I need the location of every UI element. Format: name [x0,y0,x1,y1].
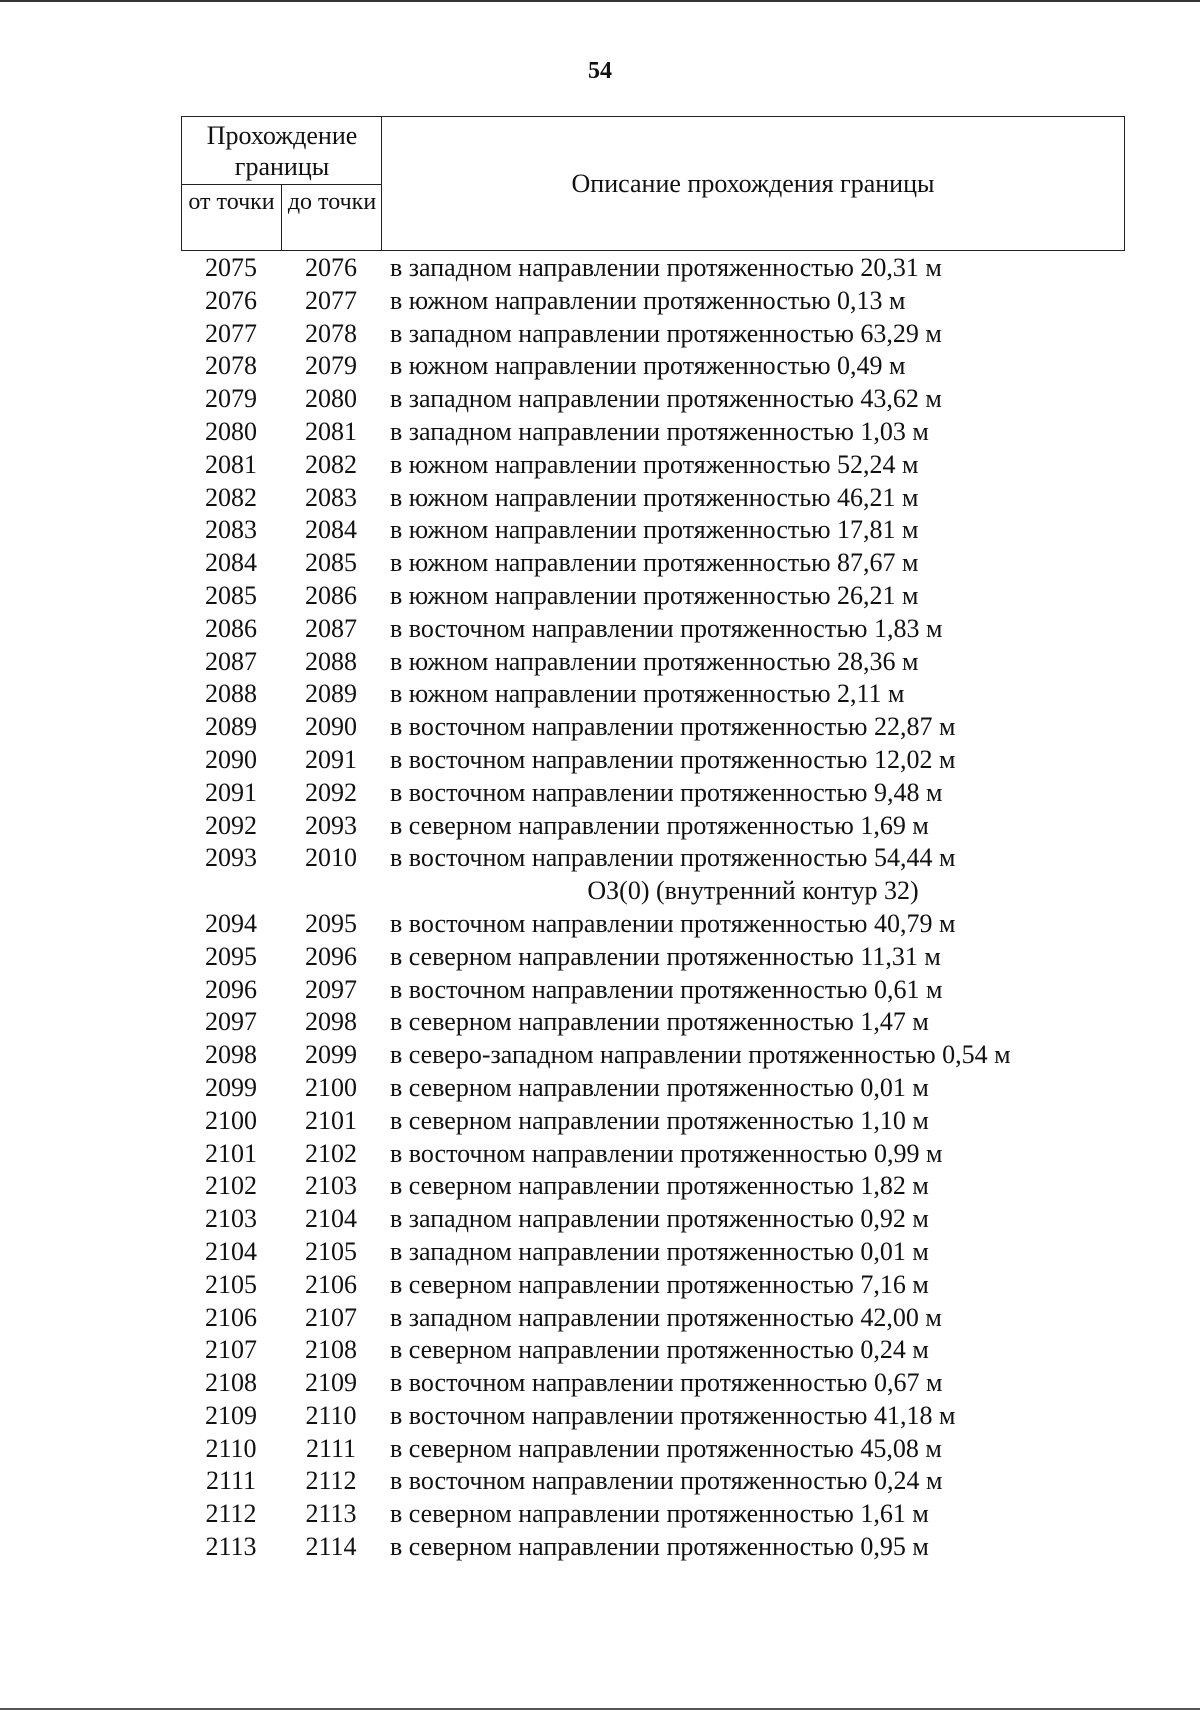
to-point-cell: 2080 [305,384,357,414]
description-cell: в западном направлении протяженностью 42,00 м [390,1302,942,1332]
to-point-cell: 2088 [305,646,357,676]
description-cell: в восточном направлении протяженностью 12,02 м [390,744,956,774]
table-row [0,678,1200,711]
to-point-cell: 2108 [305,1335,357,1365]
from-point-cell: 2090 [205,744,257,774]
to-point-cell: 2101 [305,1105,357,1135]
description-cell: в восточном направлении протяженностью 9,48 м [390,777,943,807]
from-point-cell: 2104 [205,1236,257,1266]
to-point-cell: 2100 [305,1072,357,1102]
table-row [0,1498,1200,1531]
to-point-cell: 2078 [305,318,357,348]
table-row [0,1465,1200,1498]
description-cell: в восточном направлении протяженностью 1,83 м [390,613,943,643]
to-point-cell: 2090 [305,712,357,742]
description-cell: в восточном направлении протяженностью 0,99 м [390,1138,943,1168]
table-row [0,744,1200,777]
table-row [0,383,1200,416]
to-point-cell: 2105 [305,1236,357,1266]
page-number: 54 [588,58,612,84]
description-cell: в южном направлении протяженностью 0,13 м [390,285,906,315]
header-from-point: от точки [182,185,282,251]
table-row [0,350,1200,383]
description-cell: в восточном направлении протяженностью 0,61 м [390,974,943,1004]
table-row [0,1367,1200,1400]
to-point-cell: 2079 [305,351,357,381]
header-description: Описание прохождения границы [571,168,935,198]
scan-edge-bottom [0,1708,1200,1710]
from-point-cell: 2088 [205,679,257,709]
to-point-cell: 2087 [305,613,357,643]
table-row [0,580,1200,613]
description-cell: в западном направлении протяженностью 20,31 м [390,253,942,282]
from-point-cell: 2106 [205,1302,257,1332]
to-point-cell: 2096 [305,941,357,971]
description-cell: в северном направлении протяженностью 11,31 м [390,941,941,971]
section-heading: ОЗ(0) (внутренний контур 32) [587,876,919,906]
from-point-cell: 2111 [205,1466,257,1496]
description-cell: в восточном направлении протяженностью 22,87 м [390,712,956,742]
description-cell: в южном направлении протяженностью 28,36 м [390,646,919,676]
table-row [0,252,1200,285]
description-cell: в северном направлении протяженностью 1,61 м [390,1499,929,1529]
table-body [0,252,1200,1564]
to-point-cell: 2102 [305,1138,357,1168]
description-cell: в южном направлении протяженностью 87,67 м [390,548,919,578]
from-point-cell: 2083 [205,515,257,545]
from-point-cell: 2107 [205,1335,257,1365]
description-cell: в западном направлении протяженностью 63,29 м [390,318,942,348]
from-point-cell: 2085 [205,580,257,610]
to-point-cell: 2113 [305,1499,357,1529]
from-point-cell: 2077 [205,318,257,348]
description-cell: в северном направлении протяженностью 1,47 м [390,1007,929,1037]
table-row [0,1105,1200,1138]
table-row [0,842,1200,875]
to-point-cell: 2086 [305,580,357,610]
table-row [0,285,1200,318]
to-point-cell: 2093 [305,810,357,840]
table-row [0,1302,1200,1335]
from-point-cell: 2079 [205,384,257,414]
from-point-cell: 2089 [205,712,257,742]
from-point-cell: 2100 [205,1105,257,1135]
from-point-cell: 2110 [205,1433,257,1463]
table-row [0,449,1200,482]
header-to-point: до точки [287,189,377,215]
to-point-cell: 2077 [305,285,357,315]
section-heading-row [0,875,1200,908]
description-cell: в северном направлении протяженностью 0,24 м [390,1335,929,1365]
to-point-cell: 2095 [305,908,357,938]
description-cell: в южном направлении протяженностью 0,49 м [390,351,906,381]
to-point-cell: 2099 [305,1040,357,1070]
table-row [0,547,1200,580]
from-point-cell: 2096 [205,974,257,1004]
from-point-cell: 2075 [205,253,257,282]
from-point-cell: 2109 [205,1400,257,1430]
to-point-cell: 2085 [305,548,357,578]
from-point-cell: 2094 [205,908,257,938]
table-row [0,1334,1200,1367]
to-point-cell: 2010 [305,843,357,873]
table-row [0,810,1200,843]
from-point-cell: 2105 [205,1269,257,1299]
description-cell: в северо-западном направлении протяженностью 0,54 м [390,1040,1011,1070]
description-cell: в восточном направлении протяженностью 54,44 м [390,843,956,873]
table-row [0,1170,1200,1203]
to-point-cell: 2110 [305,1400,357,1430]
table-row [0,777,1200,810]
to-point-cell: 2111 [305,1433,357,1463]
from-point-cell: 2102 [205,1171,257,1201]
to-point-cell: 2083 [305,482,357,512]
to-point-cell: 2076 [305,253,357,282]
from-point-cell: 2108 [205,1368,257,1398]
table-row [0,1400,1200,1433]
table-row [0,416,1200,449]
to-point-cell: 2091 [305,744,357,774]
description-cell: в южном направлении протяженностью 52,24 м [390,449,919,479]
description-cell: в северном направлении протяженностью 1,82 м [390,1171,929,1201]
description-cell: в западном направлении протяженностью 0,01 м [390,1236,929,1266]
table-row [0,711,1200,744]
table-row [0,1203,1200,1236]
description-cell: в восточном направлении протяженностью 40,79 м [390,908,956,938]
from-point-cell: 2087 [205,646,257,676]
description-cell: в северном направлении протяженностью 0,01 м [390,1072,929,1102]
description-cell: в северном направлении протяженностью 0,95 м [390,1532,929,1562]
to-point-cell: 2098 [305,1007,357,1037]
description-cell: в западном направлении протяженностью 1,03 м [390,416,929,446]
from-point-cell: 2091 [205,777,257,807]
description-cell: в северном направлении протяженностью 1,10 м [390,1105,929,1135]
table-row [0,908,1200,941]
to-point-cell: 2106 [305,1269,357,1299]
description-cell: в западном направлении протяженностью 0,92 м [390,1204,929,1234]
table-row [0,318,1200,351]
description-cell: в южном направлении протяженностью 17,81 м [390,515,919,545]
from-point-cell: 2081 [205,449,257,479]
from-point-cell: 2084 [205,548,257,578]
to-point-cell: 2082 [305,449,357,479]
table-row [0,1433,1200,1466]
table-row [0,482,1200,515]
to-point-cell: 2109 [305,1368,357,1398]
from-point-cell: 2097 [205,1007,257,1037]
table-row [0,1269,1200,1302]
to-point-cell: 2103 [305,1171,357,1201]
description-cell: в северном направлении протяженностью 1,69 м [390,810,929,840]
description-cell: в южном направлении протяженностью 46,21 м [390,482,919,512]
to-point-cell: 2084 [305,515,357,545]
from-point-cell: 2099 [205,1072,257,1102]
to-point-cell: 2089 [305,679,357,709]
description-cell: в восточном направлении протяженностью 41,18 м [390,1400,956,1430]
table-row [0,941,1200,974]
table-row [0,1531,1200,1564]
description-cell: в северном направлении протяженностью 7,16 м [390,1269,929,1299]
from-point-cell: 2103 [205,1204,257,1234]
to-point-cell: 2097 [305,974,357,1004]
table-row [0,646,1200,679]
to-point-cell: 2092 [305,777,357,807]
table-header [181,116,1125,251]
to-point-cell: 2114 [305,1532,357,1562]
description-cell: в восточном направлении протяженностью 0,67 м [390,1368,943,1398]
from-point-cell: 2113 [205,1532,257,1562]
from-point-cell: 2082 [205,482,257,512]
table-row [0,514,1200,547]
description-cell: в восточном направлении протяженностью 0,24 м [390,1466,943,1496]
table-row [0,1006,1200,1039]
from-point-cell: 2092 [205,810,257,840]
table-row [0,1072,1200,1105]
from-point-cell: 2086 [205,613,257,643]
description-cell: в южном направлении протяженностью 2,11 м [390,679,905,709]
from-point-cell: 2078 [205,351,257,381]
table-row [0,1236,1200,1269]
header-passage-label: Прохождение границы [182,117,382,185]
to-point-cell: 2081 [305,416,357,446]
scan-edge-top [0,0,1200,2]
to-point-cell: 2104 [305,1204,357,1234]
from-point-cell: 2093 [205,843,257,873]
description-cell: в западном направлении протяженностью 43,62 м [390,384,942,414]
table-row [0,1138,1200,1171]
from-point-cell: 2112 [205,1499,257,1529]
description-cell: в северном направлении протяженностью 45,08 м [390,1433,942,1463]
from-point-cell: 2076 [205,285,257,315]
to-point-cell: 2112 [305,1466,357,1496]
table-row [0,1039,1200,1072]
table-row [0,613,1200,646]
from-point-cell: 2080 [205,416,257,446]
description-cell: в южном направлении протяженностью 26,21 м [390,580,919,610]
from-point-cell: 2095 [205,941,257,971]
from-point-cell: 2098 [205,1040,257,1070]
to-point-cell: 2107 [305,1302,357,1332]
table-row [0,974,1200,1007]
from-point-cell: 2101 [205,1138,257,1168]
